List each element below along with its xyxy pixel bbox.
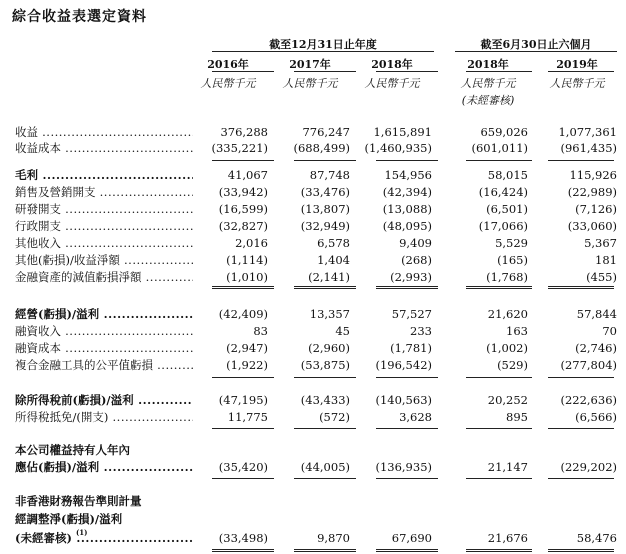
group-a-rule [212,51,434,52]
year-rule [294,71,356,72]
table-row [0,393,626,408]
row-label: 其他收入 ..... [15,236,193,251]
table-row [0,512,626,527]
cell-value: 154,956 [384,168,432,182]
total-rule [376,551,438,552]
col-year-2018: 2018年 [371,58,413,71]
cell-value: 776,247 [302,125,350,139]
total-rule [466,286,532,287]
col-unit: 人民幣千元 [549,77,605,90]
cell-value: (16,424) [478,185,528,199]
cell-value: (1,768) [486,270,528,284]
cell-value: (35,420) [218,460,268,474]
cell-value: (53,875) [300,358,350,372]
cell-value: (47,195) [218,393,268,407]
total-rule [466,377,532,378]
total-rule [548,288,614,289]
cell-value: (44,005) [300,460,350,474]
cell-value: 376,288 [220,125,268,139]
cell-value: (1,781) [390,341,432,355]
cell-value: (1,460,935) [364,141,432,155]
cell-value: 83 [253,324,268,338]
table-row [0,443,626,458]
cell-value: (572) [319,410,350,424]
row-label: 毛利 ..... [15,168,193,183]
col-year-2018-h1: 2018年 [467,58,509,71]
cell-value: (2,960) [308,341,350,355]
cell-value: 1,077,361 [558,125,617,139]
total-rule [212,288,274,289]
total-rule [376,288,438,289]
cell-value: (165) [497,253,528,267]
cell-value: (2,947) [226,341,268,355]
cell-value: (222,636) [560,393,617,407]
table-row [0,253,626,268]
total-rule [548,377,614,378]
col-year-2017: 2017年 [289,58,331,71]
cell-value: 45 [335,324,350,338]
table-row [0,307,626,322]
cell-value: (2,746) [575,341,617,355]
cell-value: 58,015 [487,168,528,182]
row-label: (未經審核) ..... [15,531,193,546]
cell-value: 9,870 [317,531,350,545]
cell-value: 115,926 [569,168,617,182]
table-row [0,168,626,183]
cell-value: (42,409) [218,307,268,321]
total-rule [376,160,438,161]
cell-value: (529) [497,358,528,372]
cell-value: (335,221) [211,141,268,155]
col-unit: 人民幣千元 [364,77,420,90]
cell-value: (1,114) [226,253,268,267]
cell-value: (2,141) [308,270,350,284]
row-label: 收益 ..... [15,125,193,140]
total-rule [548,428,614,429]
total-rule [376,286,438,287]
cell-value: (32,949) [300,219,350,233]
total-rule [212,478,274,479]
cell-value: (277,804) [560,358,617,372]
cell-value: 57,527 [391,307,432,321]
table-row [0,125,626,140]
col-unit: 人民幣千元 [200,77,256,90]
cell-value: (33,498) [218,531,268,545]
total-rule [294,286,356,287]
table-row [0,358,626,373]
col-unaudited-note: (未經審核) [461,94,515,107]
total-rule [376,428,438,429]
total-rule [548,478,614,479]
row-label: 所得稅抵免/(開支) ..... [15,410,193,425]
cell-value: (32,827) [218,219,268,233]
row-label: 除所得稅前(虧損)/溢利 ..... [15,393,193,408]
cell-value: 1,615,891 [373,125,432,139]
total-rule [212,160,274,161]
cell-value: 6,578 [317,236,350,250]
cell-value: 5,367 [584,236,617,250]
total-rule [548,160,614,161]
cell-value: 21,676 [487,531,528,545]
cell-value: (13,807) [300,202,350,216]
cell-value: 87,748 [309,168,350,182]
cell-value: (33,476) [300,185,350,199]
cell-value: (43,433) [300,393,350,407]
col-year-2016: 2016年 [207,58,249,71]
total-rule [212,428,274,429]
header-group-six-months: 截至6月30日止六個月 [480,38,592,51]
row-label: 金融資產的減值虧損淨額 ..... [15,270,193,285]
total-rule [294,428,356,429]
cell-value: 21,620 [487,307,528,321]
row-label: 其他(虧損)/收益淨額 ..... [15,253,193,268]
col-unit: 人民幣千元 [282,77,338,90]
table-row [0,270,626,285]
cell-value: 67,690 [391,531,432,545]
total-rule [466,288,532,289]
cell-value: 659,026 [480,125,528,139]
row-label: 收益成本 ..... [15,141,193,156]
total-rule [548,549,614,550]
cell-value: (42,394) [382,185,432,199]
header-group-year-end: 截至12月31日止年度 [269,38,377,51]
total-rule [376,549,438,550]
total-rule [212,551,274,552]
row-label: 融資收入 ..... [15,324,193,339]
cell-value: (22,989) [567,185,617,199]
row-label: 經調整淨(虧損)/溢利 [15,512,123,526]
table-row [0,236,626,251]
cell-value: (268) [401,253,432,267]
year-rule [212,71,274,72]
table-row [0,341,626,356]
total-rule [212,549,274,550]
total-rule [294,377,356,378]
cell-value: (6,501) [486,202,528,216]
table-row [0,460,626,475]
year-rule [466,71,532,72]
cell-value: (688,499) [293,141,350,155]
total-rule [376,377,438,378]
year-rule [548,71,614,72]
total-rule [294,549,356,550]
row-label: 行政開支 ..... [15,219,193,234]
page-title: 綜合收益表選定資料 [12,9,147,25]
footnote-mark: (1) [76,528,88,537]
table-row [0,324,626,339]
cell-value: (48,095) [382,219,432,233]
cell-value: (455) [586,270,617,284]
cell-value: 20,252 [487,393,528,407]
cell-value: (1,922) [226,358,268,372]
group-b-rule [455,51,617,52]
cell-value: 58,476 [576,531,617,545]
cell-value: (17,066) [478,219,528,233]
cell-value: (1,010) [226,270,268,284]
col-unit: 人民幣千元 [460,77,516,90]
cell-value: 1,404 [317,253,350,267]
col-year-2019-h1: 2019年 [556,58,598,71]
total-rule [294,160,356,161]
total-rule [294,478,356,479]
total-rule [466,160,532,161]
row-label: 複合金融工具的公平值虧損 ..... [15,358,193,373]
total-rule [466,551,532,552]
cell-value: 3,628 [399,410,432,424]
cell-value: (7,126) [575,202,617,216]
cell-value: 41,067 [227,168,268,182]
table-row [0,185,626,200]
cell-value: 9,409 [399,236,432,250]
cell-value: 11,775 [227,410,268,424]
cell-value: 21,147 [487,460,528,474]
year-rule [376,71,438,72]
table-row [0,202,626,217]
cell-value: (6,566) [575,410,617,424]
row-label: 融資成本 ..... [15,341,193,356]
cell-value: 233 [410,324,432,338]
row-label: 應佔(虧損)/溢利 ..... [15,460,193,475]
cell-value: (136,935) [375,460,432,474]
cell-value: (229,202) [560,460,617,474]
cell-value: (2,993) [390,270,432,284]
total-rule [466,549,532,550]
total-rule [466,428,532,429]
cell-value: (1,002) [486,341,528,355]
cell-value: (196,542) [375,358,432,372]
total-rule [294,288,356,289]
table-row [0,528,626,546]
cell-value: 13,357 [309,307,350,321]
table-row [0,410,626,425]
total-rule [466,478,532,479]
row-label: 非香港財務報告準則計量 [15,494,142,508]
cell-value: 70 [602,324,617,338]
cell-value: (33,060) [567,219,617,233]
row-label: 經營(虧損)/溢利 ..... [15,307,193,322]
row-label: 銷售及營銷開支 ..... [15,185,193,200]
cell-value: 895 [506,410,528,424]
total-rule [294,551,356,552]
cell-value: (33,942) [218,185,268,199]
cell-value: (16,599) [218,202,268,216]
total-rule [212,377,274,378]
table-row [0,219,626,234]
cell-value: 57,844 [576,307,617,321]
total-rule [376,478,438,479]
cell-value: 2,016 [235,236,268,250]
cell-value: (961,435) [560,141,617,155]
cell-value: (601,011) [471,141,528,155]
cell-value: 181 [595,253,617,267]
total-rule [212,286,274,287]
cell-value: (13,088) [382,202,432,216]
total-rule [548,286,614,287]
row-label: 本公司權益持有人年內 [15,443,130,457]
total-rule [548,551,614,552]
cell-value: 163 [506,324,528,338]
table-row [0,141,626,156]
row-label: 研發開支 ..... [15,202,193,217]
table-row [0,494,626,509]
cell-value: (140,563) [375,393,432,407]
cell-value: 5,529 [495,236,528,250]
